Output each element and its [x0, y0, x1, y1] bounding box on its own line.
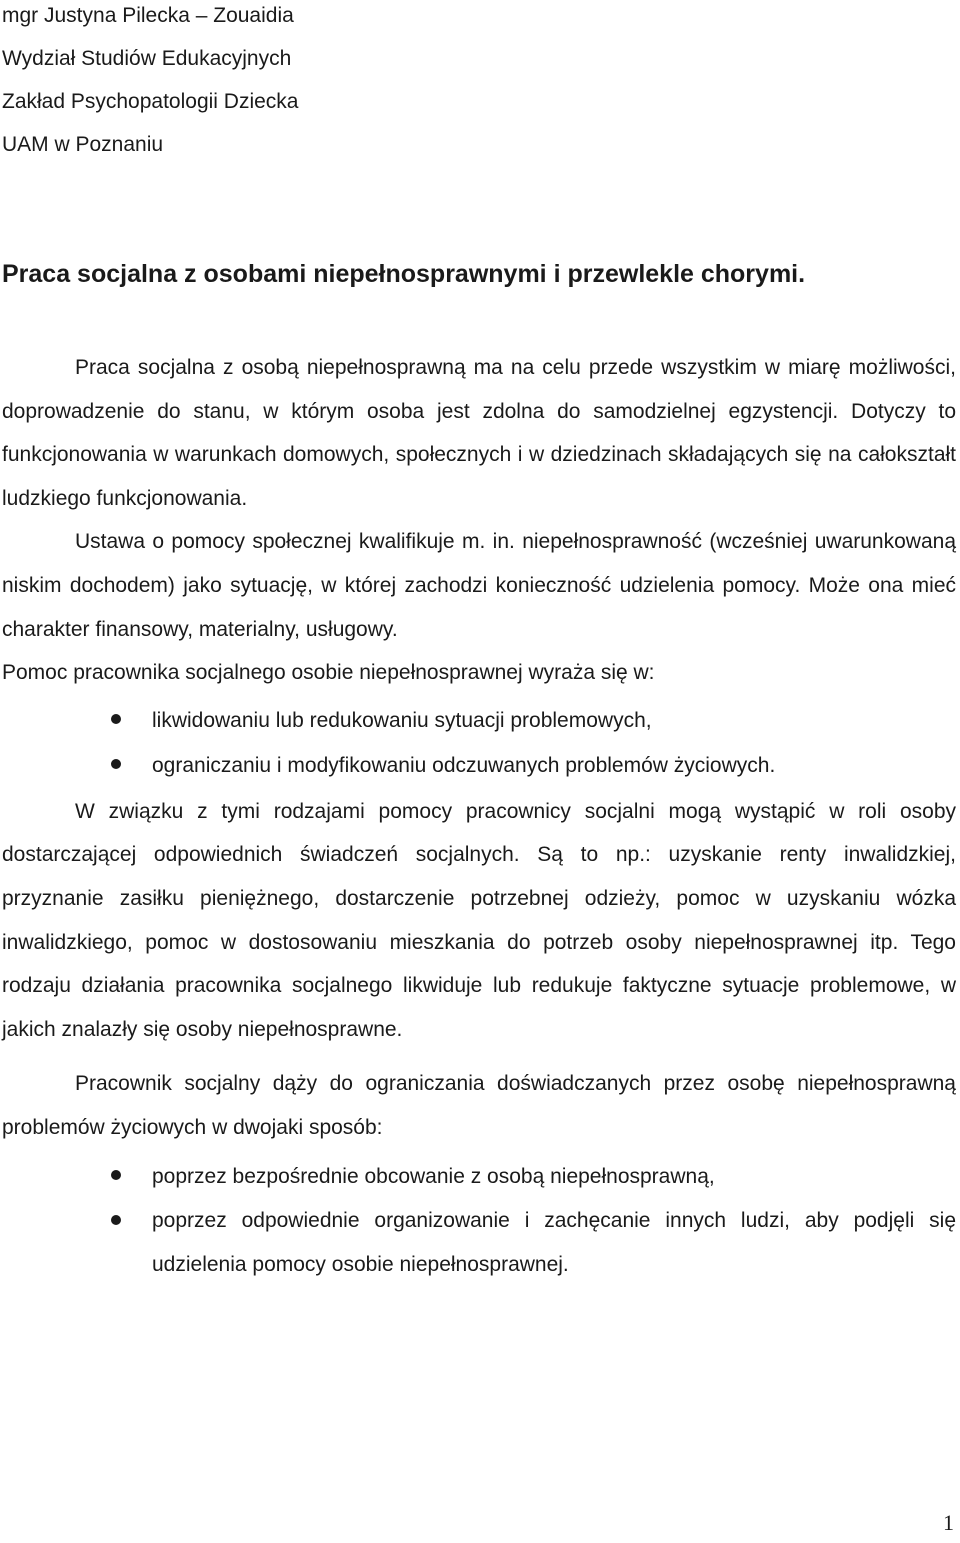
faculty-name: Wydział Studiów Edukacyjnych	[2, 47, 292, 70]
list-item-text: poprzez odpowiednie organizowanie i zachęcanie innych ludzi, aby podjęli się udzielenia pomocy osobie niepełnosprawnej.	[152, 1208, 956, 1276]
list-item-text: likwidowaniu lub redukowaniu sytuacji problemowych,	[152, 708, 652, 732]
paragraph: Pracownik socjalny dąży do ograniczania doświadczanych przez osobę niepełnosprawną problemów życiowych w dwojaki sposób:	[2, 1072, 956, 1139]
paragraph: Ustawa o pomocy społecznej kwalifikuje m. in. niepełnosprawność (wcześniej uwarunkowaną niskim dochodem) jako sytuację, w której zachodzi konieczność udzielenia pomocy. Może ona mieć charakter finansowy, materialny, usługowy.	[2, 530, 956, 641]
author-info	[2, 0, 298, 166]
paragraph: W związku z tymi rodzajami pomocy pracownicy socjalni mogą wystąpić w roli osoby dostarczającej odpowiednich świadczeń socjalnych. Są to np.: uzyskanie renty inwalidzkiej, przyznanie zasiłku pieniężnego, dostarczenie potrzebnej odzieży, pomoc w uzyskaniu wózka inwalidzkiego, pomoc w dostosowaniu mieszkania do potrzeb osoby niepełnosprawnej itp. Tego rodzaju działania pracownika socjalnego likwiduje lub redukuje faktyczne sytuacje problemowe, w jakich znalazły się osoby niepełnosprawne.	[2, 799, 956, 1041]
bullet-icon	[111, 714, 121, 724]
bullet-list	[2, 1154, 956, 1287]
paragraph: Pomoc pracownika socjalnego osobie niepełnosprawnej wyraża się w:	[2, 661, 655, 685]
list-item	[2, 1154, 956, 1199]
list-item	[2, 1199, 956, 1287]
list-item-text: poprzez bezpośrednie obcowanie z osobą niepełnosprawną,	[152, 1164, 715, 1188]
bullet-icon	[111, 759, 121, 769]
department-name: Zakład Psychopatologii Dziecka	[2, 90, 299, 113]
author-name: mgr Justyna Pilecka – Zouaidia	[2, 4, 294, 27]
list-item	[2, 743, 956, 788]
bullet-icon	[111, 1215, 121, 1225]
list-item-text: ograniczaniu i modyfikowaniu odczuwanych problemów życiowych.	[152, 753, 776, 777]
paragraph: Praca socjalna z osobą niepełnosprawną ma na celu przede wszystkim w miarę możliwości, doprowadzenie do stanu, w którym osoba jest zdolna do samodzielnej egzystencji. Dotyczy to funkcjonowania w warunkach domowych, społecznych i w dziedzinach składających się na całokształt ludzkiego funkcjonowania.	[2, 356, 956, 510]
document-body	[2, 346, 956, 1287]
list-item	[2, 698, 956, 743]
document-title: Praca socjalna z osobami niepełnosprawnymi i przewlekle chorymi.	[2, 260, 806, 288]
page-number: 1	[943, 1510, 954, 1535]
bullet-icon	[111, 1170, 121, 1180]
university-name: UAM w Poznaniu	[2, 133, 164, 156]
bullet-list	[2, 698, 956, 788]
